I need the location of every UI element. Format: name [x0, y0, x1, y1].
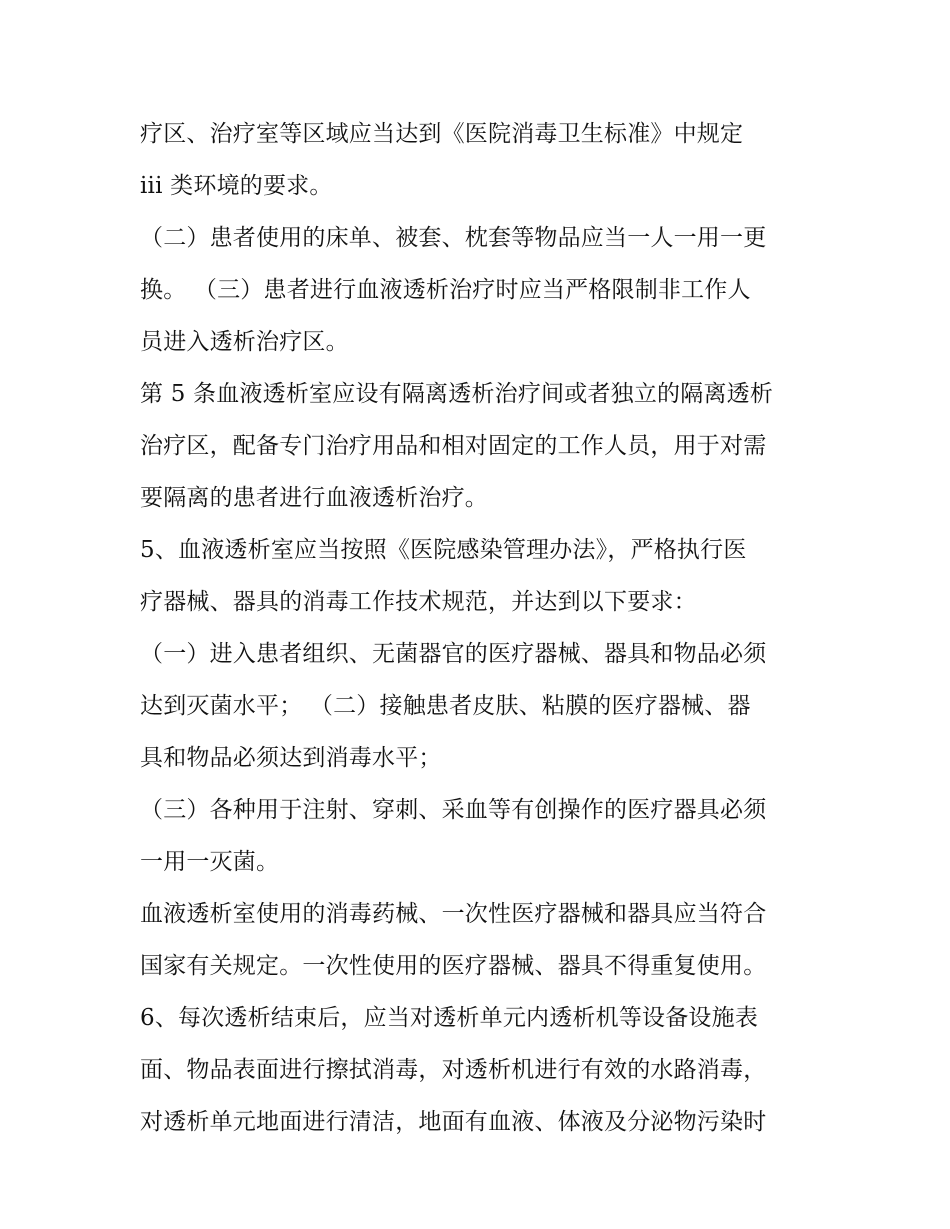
document-body	[140, 108, 820, 1148]
text-line: 换。 （三）患者进行血液透析治疗时应当严格限制非工作人	[140, 277, 751, 303]
text-line: iii 类环境的要求。	[140, 173, 333, 199]
text-line: 治疗区，配备专门治疗用品和相对固定的工作人员，用于对需	[140, 433, 767, 459]
text-line: 达到灭菌水平； （二）接触患者皮肤、粘膜的医疗器械、器	[140, 693, 751, 719]
text-line: 血液透析室使用的消毒药械、一次性医疗器械和器具应当符合	[140, 901, 767, 927]
text-line: 第 5 条血液透析室应设有隔离透析治疗间或者独立的隔离透析	[140, 381, 774, 407]
text-line: 疗器械、器具的消毒工作技术规范，并达到以下要求：	[140, 589, 697, 615]
text-line: （一）进入患者组织、无菌器官的医疗器械、器具和物品必须	[140, 641, 767, 667]
text-line: 员进入透析治疗区。	[140, 329, 349, 355]
text-line: 具和物品必须达到消毒水平；	[140, 745, 442, 771]
text-line: 6、每次透析结束后，应当对透析单元内透析机等设备设施表	[140, 1005, 759, 1031]
text-line: 国家有关规定。一次性使用的医疗器械、器具不得重复使用。	[140, 953, 767, 979]
text-line: 一用一灭菌。	[140, 849, 280, 875]
text-line: 面、物品表面进行擦拭消毒，对透析机进行有效的水路消毒，	[140, 1057, 767, 1083]
text-line: （三）各种用于注射、穿刺、采血等有创操作的医疗器具必须	[140, 797, 767, 823]
text-line: 对透析单元地面进行清洁，地面有血液、体液及分泌物污染时	[140, 1109, 767, 1135]
text-line: 5、血液透析室应当按照《医院感染管理办法》，严格执行医	[140, 537, 747, 563]
text-line: （二）患者使用的床单、被套、枕套等物品应当一人一用一更	[140, 225, 767, 251]
text-line: 疗区、治疗室等区域应当达到《医院消毒卫生标准》中规定	[140, 121, 744, 147]
text-line: 要隔离的患者进行血液透析治疗。	[140, 485, 488, 511]
